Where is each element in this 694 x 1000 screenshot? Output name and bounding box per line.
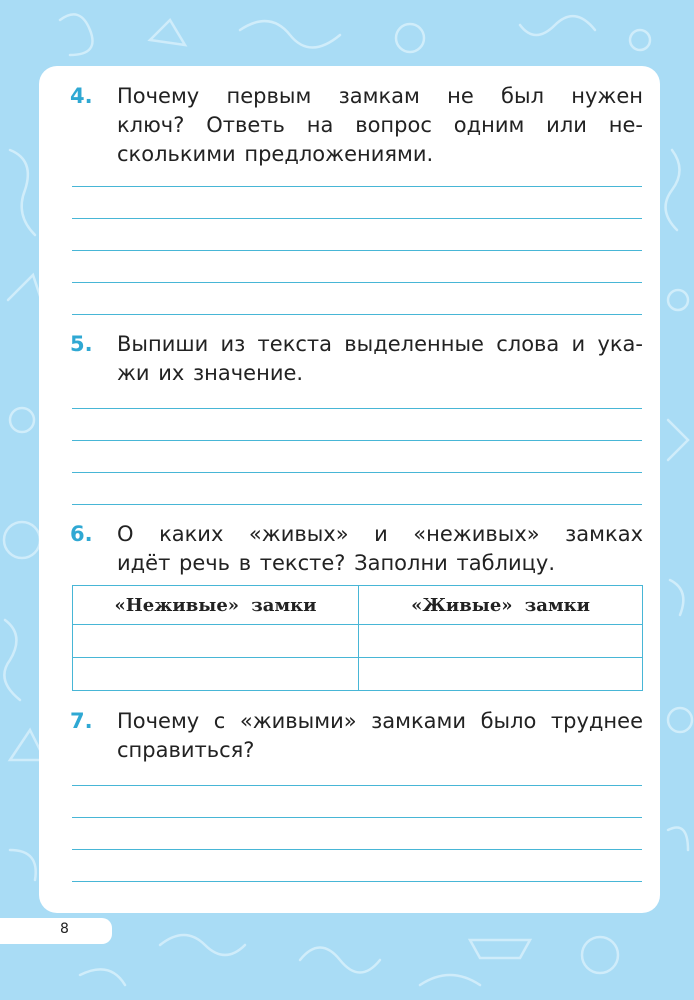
table-row — [73, 625, 643, 658]
question-line: ключ? Ответь на вопрос одним или не- — [117, 113, 643, 137]
task-number: 4. — [70, 84, 93, 108]
answer-line[interactable] — [72, 817, 642, 818]
answer-line[interactable] — [72, 881, 642, 882]
task-number: 5. — [70, 332, 93, 356]
task-question — [117, 520, 643, 578]
task-question — [117, 82, 643, 169]
table-header-row — [73, 586, 643, 625]
answer-line[interactable] — [72, 785, 642, 786]
question-line: справиться? — [117, 738, 255, 762]
answer-line[interactable] — [72, 504, 642, 505]
table-cell[interactable] — [73, 658, 359, 691]
answer-line[interactable] — [72, 282, 642, 283]
answer-line[interactable] — [72, 408, 642, 409]
answer-line[interactable] — [72, 218, 642, 219]
table-row — [73, 658, 643, 691]
task-question — [117, 707, 643, 765]
question-line: О каких «живых» и «неживых» замках — [117, 522, 643, 546]
answer-line[interactable] — [72, 186, 642, 187]
answer-line[interactable] — [72, 849, 642, 850]
table-cell[interactable] — [359, 625, 643, 658]
page-number: 8 — [60, 921, 69, 937]
column-header-nonliving: «Неживые» замки — [73, 586, 359, 625]
worksheet-card — [39, 66, 660, 913]
question-line: Выпиши из текста выделенные слова и ука- — [117, 332, 643, 356]
locks-table — [72, 585, 643, 691]
answer-line[interactable] — [72, 314, 642, 315]
question-line: жи их значение. — [117, 361, 304, 385]
question-line: Почему первым замкам не был нужен — [117, 84, 643, 108]
question-line: Почему с «живыми» замками было труднее — [117, 709, 643, 733]
table-cell[interactable] — [359, 658, 643, 691]
task-number: 6. — [70, 522, 93, 546]
page-number-tab — [0, 918, 112, 944]
answer-line[interactable] — [72, 440, 642, 441]
table-cell[interactable] — [73, 625, 359, 658]
answer-line[interactable] — [72, 472, 642, 473]
question-line: идёт речь в тексте? Заполни таблицу. — [117, 551, 556, 575]
column-header-living: «Живые» замки — [359, 586, 643, 625]
task-number: 7. — [70, 709, 93, 733]
question-line: сколькими предложениями. — [117, 142, 434, 166]
task-question — [117, 330, 643, 388]
answer-line[interactable] — [72, 250, 642, 251]
